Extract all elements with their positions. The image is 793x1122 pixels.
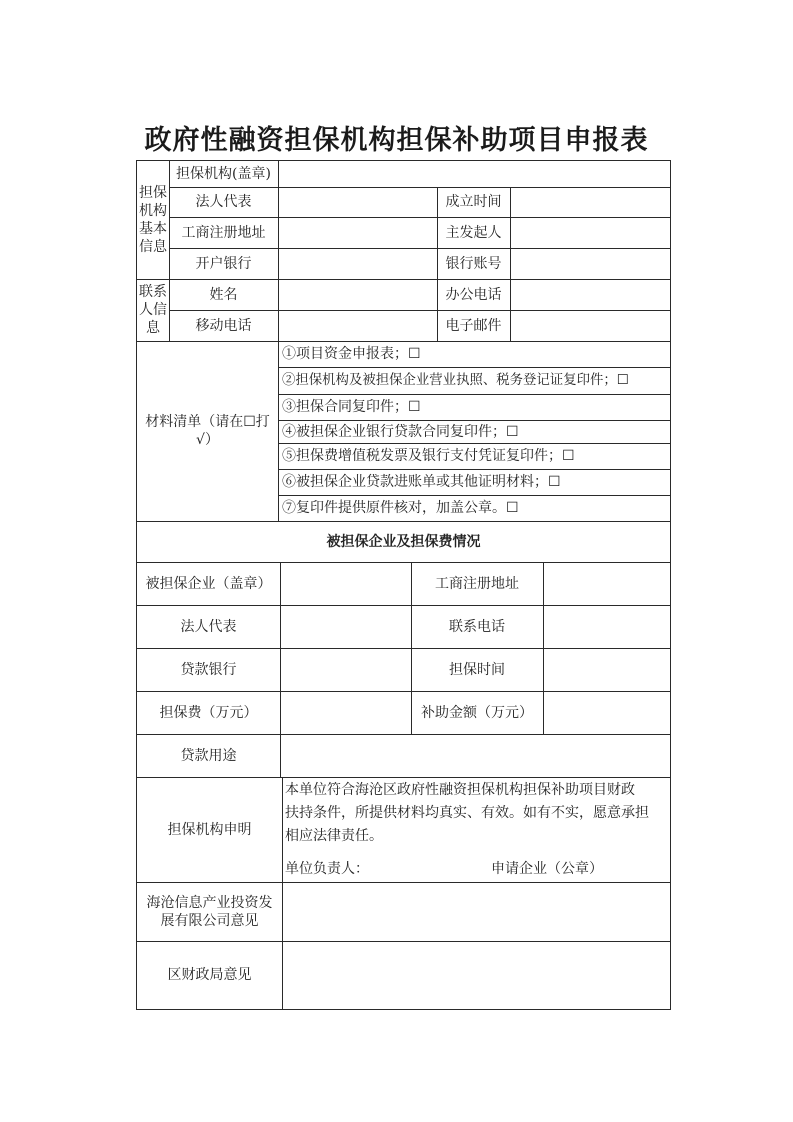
- investment-company-opinion-field[interactable]: [283, 883, 670, 941]
- materials-label-line: √）: [196, 432, 219, 448]
- material-item-checkbox[interactable]: ⑥被担保企业贷款进账单或其他证明材料；☐: [282, 474, 561, 490]
- legal-rep-label: 法人代表: [195, 194, 252, 210]
- mobile-label: 移动电话: [195, 317, 252, 334]
- declaration-label: 担保机构申明: [167, 821, 252, 838]
- office-phone-label: 办公电话: [445, 286, 502, 303]
- email-field[interactable]: [511, 311, 670, 341]
- material-item-checkbox[interactable]: ④被担保企业银行贷款合同复印件；☐: [282, 423, 519, 440]
- guarantee-time-field[interactable]: [544, 649, 670, 691]
- company-reg-address-label: 工商注册地址: [435, 575, 519, 592]
- group-label-line: 信息: [139, 238, 167, 255]
- initiator-label: 主发起人: [445, 224, 502, 241]
- material-item-checkbox[interactable]: ②担保机构及被担保企业营业执照、税务登记证复印件；☐: [282, 372, 629, 388]
- group-label-line: 息: [146, 320, 160, 336]
- group-label-line: 基本: [139, 220, 167, 237]
- declaration-line: 本单位符合海沧区政府性融资担保机构担保补助项目财政: [285, 782, 635, 798]
- subsidy-amount-field[interactable]: [544, 692, 670, 734]
- guarantee-fee-field[interactable]: [281, 692, 411, 734]
- founded-field[interactable]: [511, 188, 670, 217]
- reg-address-field[interactable]: [279, 218, 437, 248]
- bank-label: 开户银行: [195, 255, 252, 272]
- contact-name-field[interactable]: [279, 280, 437, 310]
- bank-field[interactable]: [279, 249, 437, 279]
- table-bottom-border: [136, 1009, 671, 1010]
- opinion-label-line: 海沧信息产业投资发: [146, 894, 273, 911]
- signer-label: 单位负责人：: [285, 861, 369, 877]
- group-label-line: 机构: [139, 202, 167, 219]
- company-legal-rep-label: 法人代表: [180, 618, 237, 635]
- investment-company-opinion-label: [137, 882, 282, 941]
- company-phone-field[interactable]: [544, 606, 670, 648]
- opinion-label-line: 展有限公司意见: [160, 912, 259, 929]
- account-field[interactable]: [511, 249, 670, 279]
- material-item-checkbox[interactable]: ③担保合同复印件；☐: [282, 399, 421, 415]
- guaranteed-company-label: 被担保企业（盖章）: [145, 575, 272, 592]
- reg-address-label: 工商注册地址: [181, 224, 266, 241]
- loan-bank-field[interactable]: [281, 649, 411, 691]
- contact-group-label: [137, 279, 169, 341]
- contact-name-label: 姓名: [209, 286, 238, 303]
- loan-use-label: 贷款用途: [180, 747, 237, 764]
- email-label: 电子邮件: [445, 317, 502, 334]
- loan-use-field[interactable]: [281, 735, 670, 777]
- company-legal-rep-field[interactable]: [281, 606, 411, 648]
- mobile-field[interactable]: [279, 311, 437, 341]
- form-title: 政府性融资担保机构担保补助项目申报表: [144, 125, 649, 156]
- finance-bureau-opinion-field[interactable]: [283, 942, 670, 1009]
- declaration-line: 相应法律责任。: [285, 828, 383, 844]
- subsidy-amount-label: 补助金额（万元）: [421, 704, 533, 721]
- material-item-checkbox[interactable]: ①项目资金申报表；☐: [282, 346, 421, 362]
- finance-bureau-opinion-label: 区财政局意见: [167, 967, 252, 983]
- group-label-line: 人信: [139, 302, 167, 318]
- material-item-checkbox[interactable]: ⑦复印件提供原件核对，加盖公章。☐: [282, 500, 519, 516]
- founded-label: 成立时间: [445, 194, 502, 210]
- guarantee-time-label: 担保时间: [449, 661, 505, 678]
- guarantee-section-title: 被担保企业及担保费情况: [326, 533, 481, 550]
- group-label-line: 担保: [139, 184, 167, 201]
- loan-bank-label: 贷款银行: [180, 661, 237, 678]
- guarantee-fee-label: 担保费（万元）: [159, 704, 258, 721]
- declaration-text: [285, 779, 670, 848]
- account-label: 银行账号: [445, 255, 502, 272]
- company-reg-address-field[interactable]: [544, 563, 670, 605]
- org-seal-field[interactable]: [279, 161, 670, 187]
- material-item-checkbox[interactable]: ⑤担保费增值税发票及银行支付凭证复印件；☐: [282, 448, 575, 464]
- group-label-line: 联系: [139, 284, 167, 300]
- declaration-line: 扶持条件，所提供材料均真实、有效。如有不实，愿意承担: [285, 805, 649, 821]
- legal-rep-field[interactable]: [279, 188, 437, 217]
- initiator-field[interactable]: [511, 218, 670, 248]
- company-seal-label: 申请企业（公章）: [491, 861, 603, 877]
- org-seal-label: 担保机构(盖章): [176, 165, 271, 182]
- materials-label: [137, 341, 278, 521]
- materials-label-line: 材料清单（请在☐打: [145, 414, 270, 430]
- guaranteed-company-field[interactable]: [281, 563, 411, 605]
- company-phone-label: 联系电话: [449, 618, 505, 635]
- office-phone-field[interactable]: [511, 280, 670, 310]
- org-info-group-label: [137, 160, 169, 279]
